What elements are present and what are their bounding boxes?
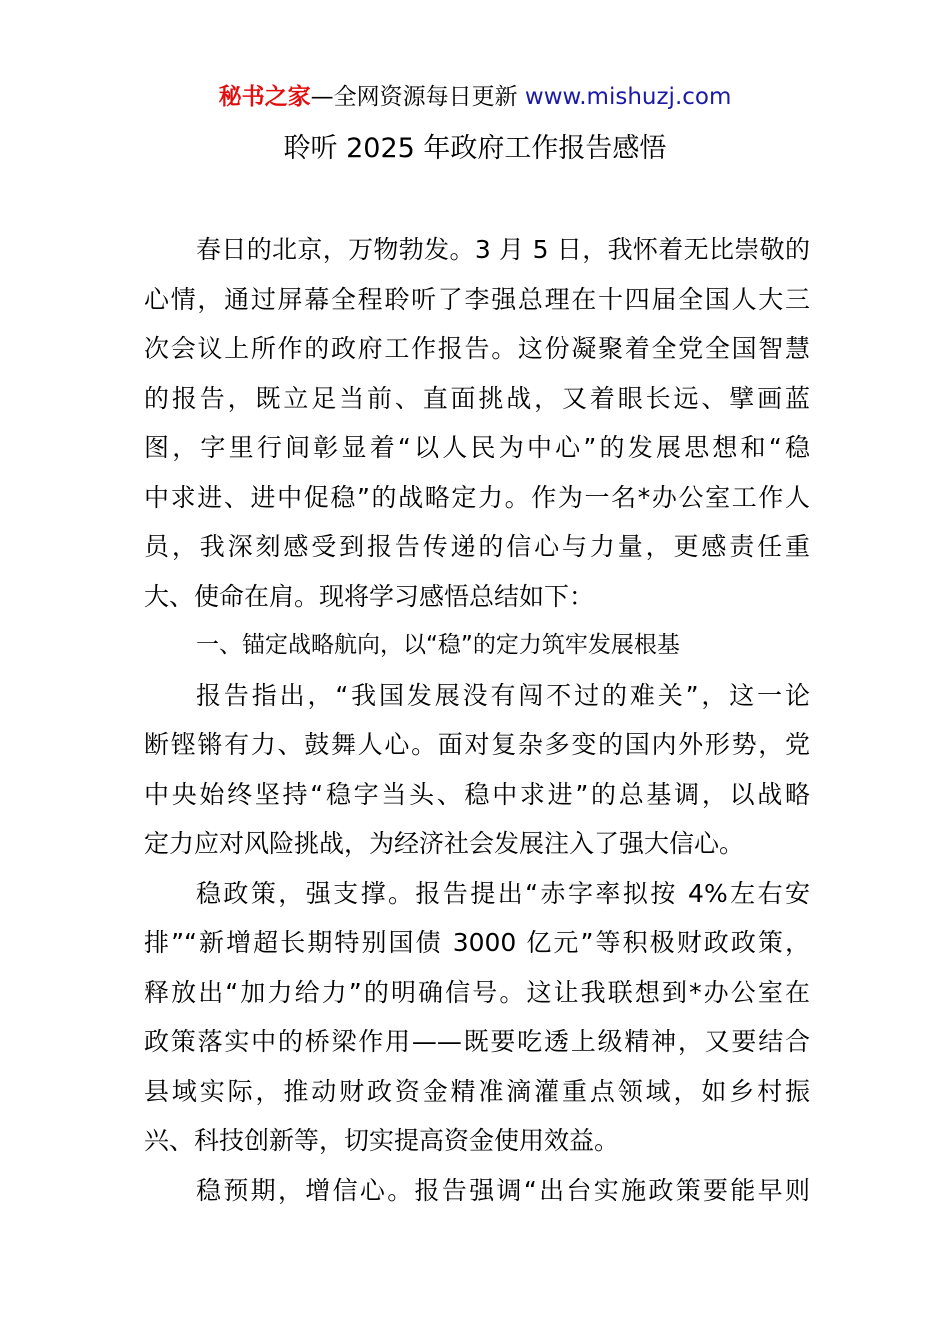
body-line: 政策落实中的桥梁作用——既要吃透上级精神，又要结合: [144, 1027, 810, 1056]
body-line: 心情，通过屏幕全程聆听了李强总理在十四届全国人大三: [144, 284, 810, 314]
site-header: [0, 82, 950, 112]
body-line: 稳预期，增信心。报告强调“出台实施政策要能早则: [196, 1175, 810, 1205]
document-title: 聆听 2025 年政府工作报告感悟: [283, 133, 667, 164]
body-line: 春日的北京，万物勃发。3 月 5 日，我怀着无比崇敬的: [196, 235, 810, 264]
body-line: 释放出“加力给力”的明确信号。这让我联想到*办公室在: [144, 977, 810, 1007]
body-line: 次会议上所作的政府工作报告。这份凝聚着全党全国智慧: [144, 334, 810, 363]
body-line: 断铿锵有力、鼓舞人心。面对复杂多变的国内外形势，党: [144, 730, 810, 759]
section-heading: 一、锚定战略航向，以“稳”的定力筑牢发展根基: [196, 632, 680, 658]
body-line: 员，我深刻感受到报告传递的信心与力量，更感责任重: [144, 532, 810, 561]
body-line: 报告指出，“我国发展没有闯不过的难关”，这一论: [196, 680, 810, 710]
body-line: 中求进、进中促稳”的战略定力。作为一名*办公室工作人: [144, 482, 810, 512]
site-url[interactable]: www.mishuzj.com: [524, 84, 732, 110]
brand-name: 秘书之家: [218, 84, 311, 110]
body-line: 县域实际，推动财政资金精准滴灌重点领域，如乡村振: [144, 1076, 810, 1106]
body-line: 图，字里行间彰显着“以人民为中心”的发展思想和“稳: [144, 433, 810, 462]
body-line: 中央始终坚持“稳字当头、稳中求进”的总基调，以战略: [144, 779, 810, 809]
body-line: 定力应对风险挑战，为经济社会发展注入了强大信心。: [144, 829, 745, 858]
body-line: 排”“新增超长期特别国债 3000 亿元”等积极财政政策，: [144, 928, 810, 957]
body-line: 兴、科技创新等，切实提高资金使用效益。: [144, 1126, 620, 1155]
body-line: 大、使命在肩。现将学习感悟总结如下：: [144, 581, 595, 611]
header-tagline: —全网资源每日更新: [310, 84, 525, 110]
document-body: [144, 225, 810, 1215]
body-line: 的报告，既立足当前、直面挑战，又着眼长远、擘画蓝: [144, 383, 810, 413]
body-line: 稳政策，强支撑。报告提出“赤字率拟按 4%左右安: [196, 878, 810, 908]
